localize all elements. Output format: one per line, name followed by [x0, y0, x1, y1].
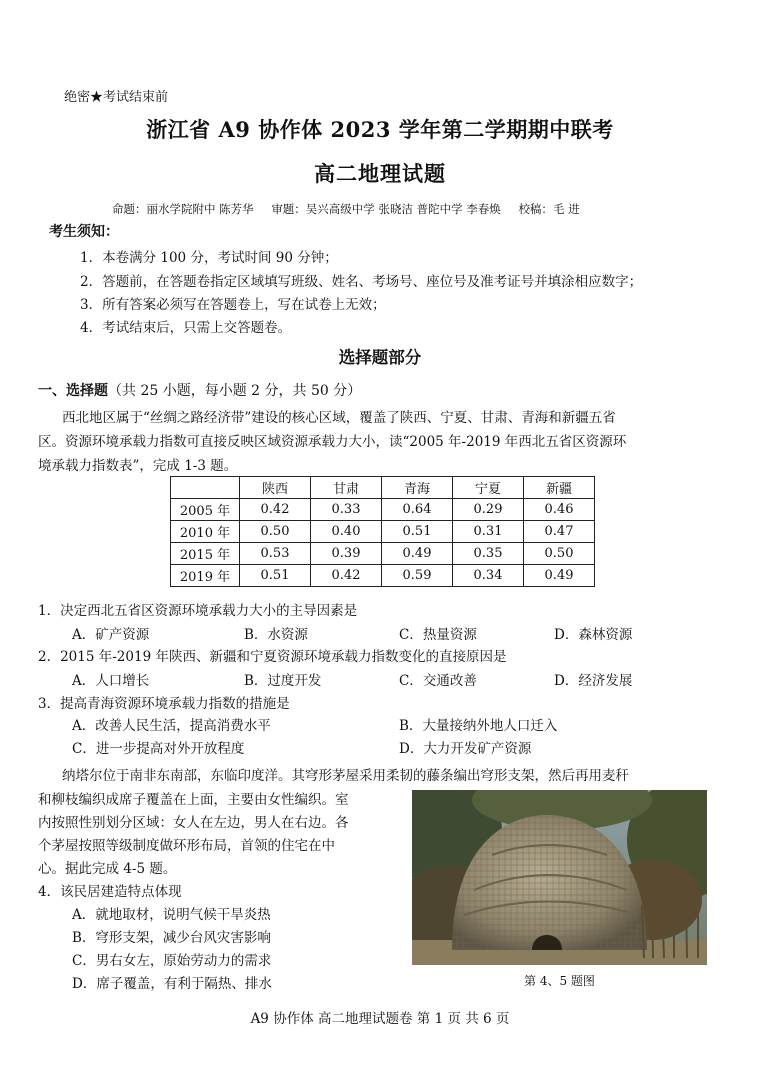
table-cell: 2015 年: [171, 543, 240, 565]
question-3-stem: 3．提高青海资源环境承载力指数的措施是: [38, 696, 290, 712]
table-cell: 0.49: [524, 565, 595, 587]
table-header-cell: 宁夏: [453, 477, 524, 499]
table-cell: 0.64: [382, 499, 453, 521]
passage2-line: 内按照性别划分区域：女人在左边，男人在右边。各: [38, 815, 349, 831]
question-2-stem: 2．2015 年-2019 年陕西、新疆和宁夏资源环境承载力指数变化的直接原因是: [38, 649, 507, 665]
page-footer: A9 协作体 高二地理试题卷 第 1 页 共 6 页: [250, 1011, 510, 1027]
table-cell: 0.47: [524, 521, 595, 543]
table-cell: 0.50: [240, 521, 311, 543]
question-4-option-a: A．就地取材，说明气候干旱炎热: [72, 907, 271, 923]
table-row: [171, 543, 595, 565]
question-4-option-b: B．穹形支架，减少台风灾害影响: [72, 930, 271, 946]
table-cell: 0.46: [524, 499, 595, 521]
table-header-cell: 新疆: [524, 477, 595, 499]
author-reviewer: 审题：吴兴高级中学 张晓洁 普陀中学 李春焕: [271, 202, 501, 216]
question-1-stem: 1．决定西北五省区资源环境承载力大小的主导因素是: [38, 603, 358, 619]
figure-caption: 第 4、5 题图: [524, 974, 595, 988]
author-setter: 命题：丽水学院附中 陈芳华: [112, 202, 254, 216]
exam-title: 浙江省 A9 协作体 2023 学年第二学期期中联考: [146, 117, 614, 142]
table-cell: 2005 年: [171, 499, 240, 521]
table-header-cell: 陕西: [240, 477, 311, 499]
question-1-option-b: B．水资源: [244, 627, 308, 643]
notice-item: 2．答题前，在答题卷指定区域填写班级、姓名、考场号、座位号及准考证号并填涂相应数字；: [80, 274, 643, 290]
notice-item: 4．考试结束后，只需上交答题卷。: [80, 320, 292, 336]
table-header-cell: 甘肃: [311, 477, 382, 499]
table-cell: 0.49: [382, 543, 453, 565]
question-1-option-d: D．森林资源: [554, 627, 633, 643]
passage2-line: 个茅屋按照等级制度做环形布局，首领的住宅在中: [38, 838, 335, 854]
data-table: [170, 476, 595, 587]
table-cell: 0.53: [240, 543, 311, 565]
question-1-option-a: A．矿产资源: [72, 627, 150, 643]
table-cell: 0.35: [453, 543, 524, 565]
table-cell: 0.33: [311, 499, 382, 521]
question-4-option-d: D．席子覆盖，有利于隔热、排水: [72, 976, 272, 992]
exam-subtitle: 高二地理试题: [314, 161, 446, 186]
section-heading-bold: 选择题: [66, 383, 108, 399]
notice-item: 3．所有答案必须写在答题卷上，写在试卷上无效；: [80, 297, 386, 313]
question-4-option-c: C．男右女左，原始劳动力的需求: [72, 953, 272, 969]
author-proofreader: 校稿：毛 进: [518, 202, 580, 216]
section-title: 选择题部分: [338, 348, 422, 367]
question-3-option-a: A．改善人民生活，提高消费水平: [72, 718, 271, 734]
table-header-row: [171, 477, 595, 499]
section-heading-num: 一、: [38, 383, 66, 399]
passage2-line: 纳塔尔位于南非东南部，东临印度洋。其穹形茅屋采用柔韧的藤条编出穹形支架，然后再用麦秆: [62, 768, 629, 784]
passage1-line: 境承载力指数表”，完成 1-3 题。: [38, 458, 238, 474]
dome-hut-illustration: [412, 790, 707, 965]
table-cell: 0.59: [382, 565, 453, 587]
section-heading: [38, 380, 361, 400]
table-cell: 0.51: [382, 521, 453, 543]
passage1-line: 西北地区属于“丝绸之路经济带”建设的核心区域，覆盖了陕西、宁夏、甘肃、青海和新疆五省: [62, 410, 616, 426]
table-cell: 0.51: [240, 565, 311, 587]
question-2-option-a: A．人口增长: [72, 673, 150, 689]
notice-item: 1．本卷满分 100 分，考试时间 90 分钟；: [80, 250, 338, 266]
question-2-option-c: C．交通改善: [399, 673, 477, 689]
question-2-option-b: B．过度开发: [244, 673, 322, 689]
table-cell: 0.39: [311, 543, 382, 565]
passage2-line: 和柳枝编织成席子覆盖在上面，主要由女性编织。室: [38, 792, 349, 808]
authors-line: [112, 201, 594, 217]
table-cell: 0.34: [453, 565, 524, 587]
dome-hut-photo: [412, 790, 707, 965]
table-cell: 0.50: [524, 543, 595, 565]
question-3-option-b: B．大量接纳外地人口迁入: [399, 718, 558, 734]
question-4-stem: 4．该民居建造特点体现: [38, 884, 182, 900]
table-row: [171, 499, 595, 521]
table-header-cell: 青海: [382, 477, 453, 499]
question-2-option-d: D．经济发展: [554, 673, 633, 689]
table-cell: 0.42: [240, 499, 311, 521]
table-cell: 0.29: [453, 499, 524, 521]
table-cell: 2019 年: [171, 565, 240, 587]
table-header-cell: [171, 477, 240, 499]
passage1-line: 区。资源环境承载力指数可直接反映区域资源承载力大小，读“2005 年-2019 年西北五省区资源环: [38, 434, 627, 450]
notice-heading: 考生须知：: [49, 224, 119, 240]
table-row: [171, 565, 595, 587]
passage2-line: 心。据此完成 4-5 题。: [38, 861, 177, 877]
question-3-option-d: D．大力开发矿产资源: [399, 741, 532, 757]
question-3-option-c: C．进一步提高对外开放程度: [72, 741, 245, 757]
table-cell: 0.31: [453, 521, 524, 543]
section-heading-rest: （共 25 小题，每小题 2 分，共 50 分）: [108, 383, 362, 399]
question-1-option-c: C．热量资源: [399, 627, 477, 643]
confidential-label: 绝密★考试结束前: [64, 90, 169, 105]
table-cell: 0.40: [311, 521, 382, 543]
table-cell: 2010 年: [171, 521, 240, 543]
table-row: [171, 521, 595, 543]
table-cell: 0.42: [311, 565, 382, 587]
